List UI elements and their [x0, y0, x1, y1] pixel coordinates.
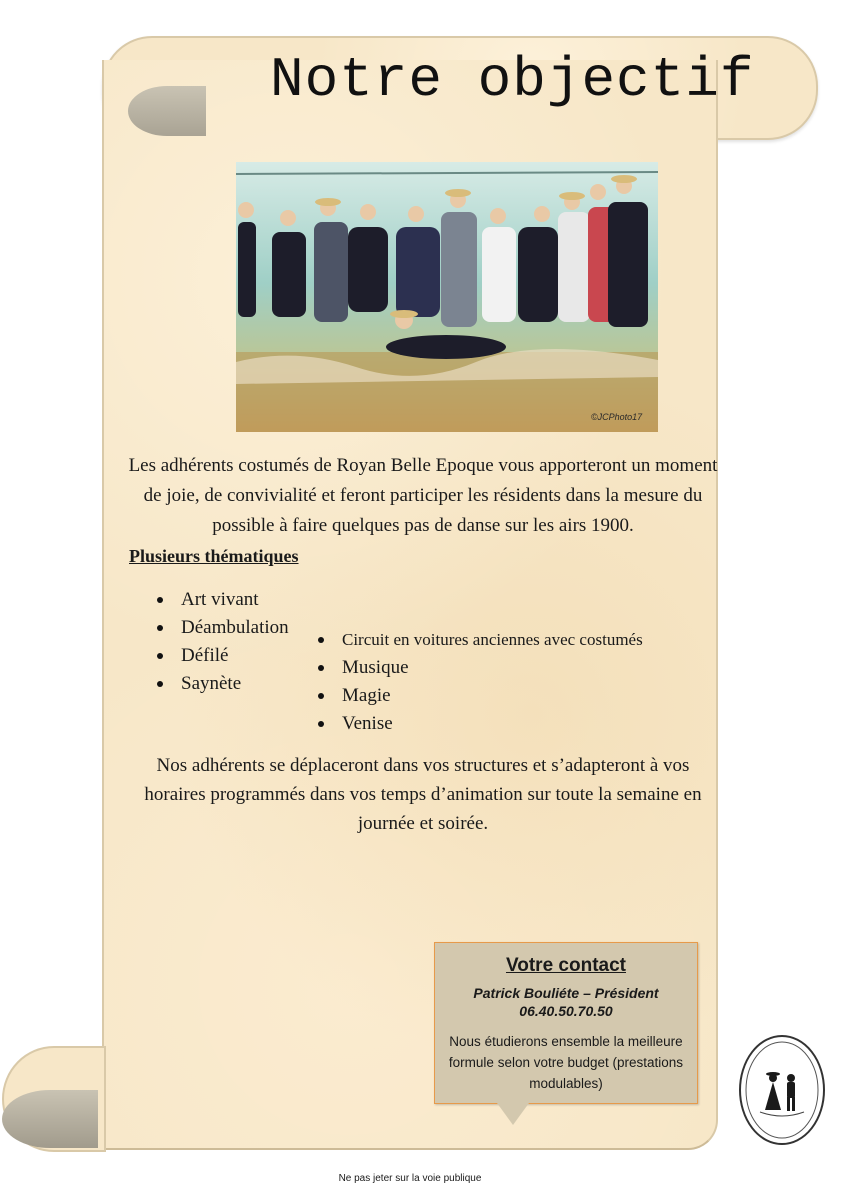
- list-item: Saynète: [157, 670, 289, 698]
- themes-list-right: [318, 626, 643, 738]
- scroll-bottom-curl: [2, 1090, 98, 1148]
- list-item: Déambulation: [157, 614, 289, 642]
- list-item: Art vivant: [157, 586, 289, 614]
- closing-paragraph: Nos adhérents se déplaceront dans vos structures et s’adapteront à vos horaires programmés dans vos temps d’animation sur toute la semaine en journée et soirée.: [144, 755, 702, 834]
- contact-phone: 06.40.50.70.50: [519, 1003, 613, 1019]
- list-item: Magie: [318, 682, 643, 710]
- photo-credit: ©JCPhoto17: [591, 412, 643, 422]
- list-item: Défilé: [157, 642, 289, 670]
- list-item: Circuit en voitures anciennes avec costumés: [318, 626, 643, 654]
- page-title: Notre objectif: [270, 48, 755, 112]
- themes-list-left: [157, 586, 289, 698]
- contact-note: Nous étudierons ensemble la meilleure formule selon votre budget (prestations modulables): [448, 1034, 684, 1091]
- scroll-top-curl: [128, 86, 206, 136]
- list-item: Venise: [318, 710, 643, 738]
- photo-illustration: [236, 162, 658, 432]
- contact-callout: [434, 942, 698, 1104]
- beach-group-photo: [236, 162, 658, 432]
- footer-note: Ne pas jeter sur la voie publique: [338, 1173, 482, 1184]
- contact-heading: Votre contact: [505, 955, 626, 976]
- contact-name: Patrick Bouliéte – Président: [473, 985, 659, 1001]
- intro-paragraph: Les adhérents costumés de Royan Belle Epoque vous apporteront un moment de joie, de convivialité et feront participer les résidents dans la mesure du possible à faire quelques pas de danse sur les airs 1900.: [128, 455, 718, 536]
- list-item: Musique: [318, 654, 643, 682]
- themes-heading: Plusieurs thématiques: [129, 546, 299, 566]
- association-logo: [738, 1034, 826, 1146]
